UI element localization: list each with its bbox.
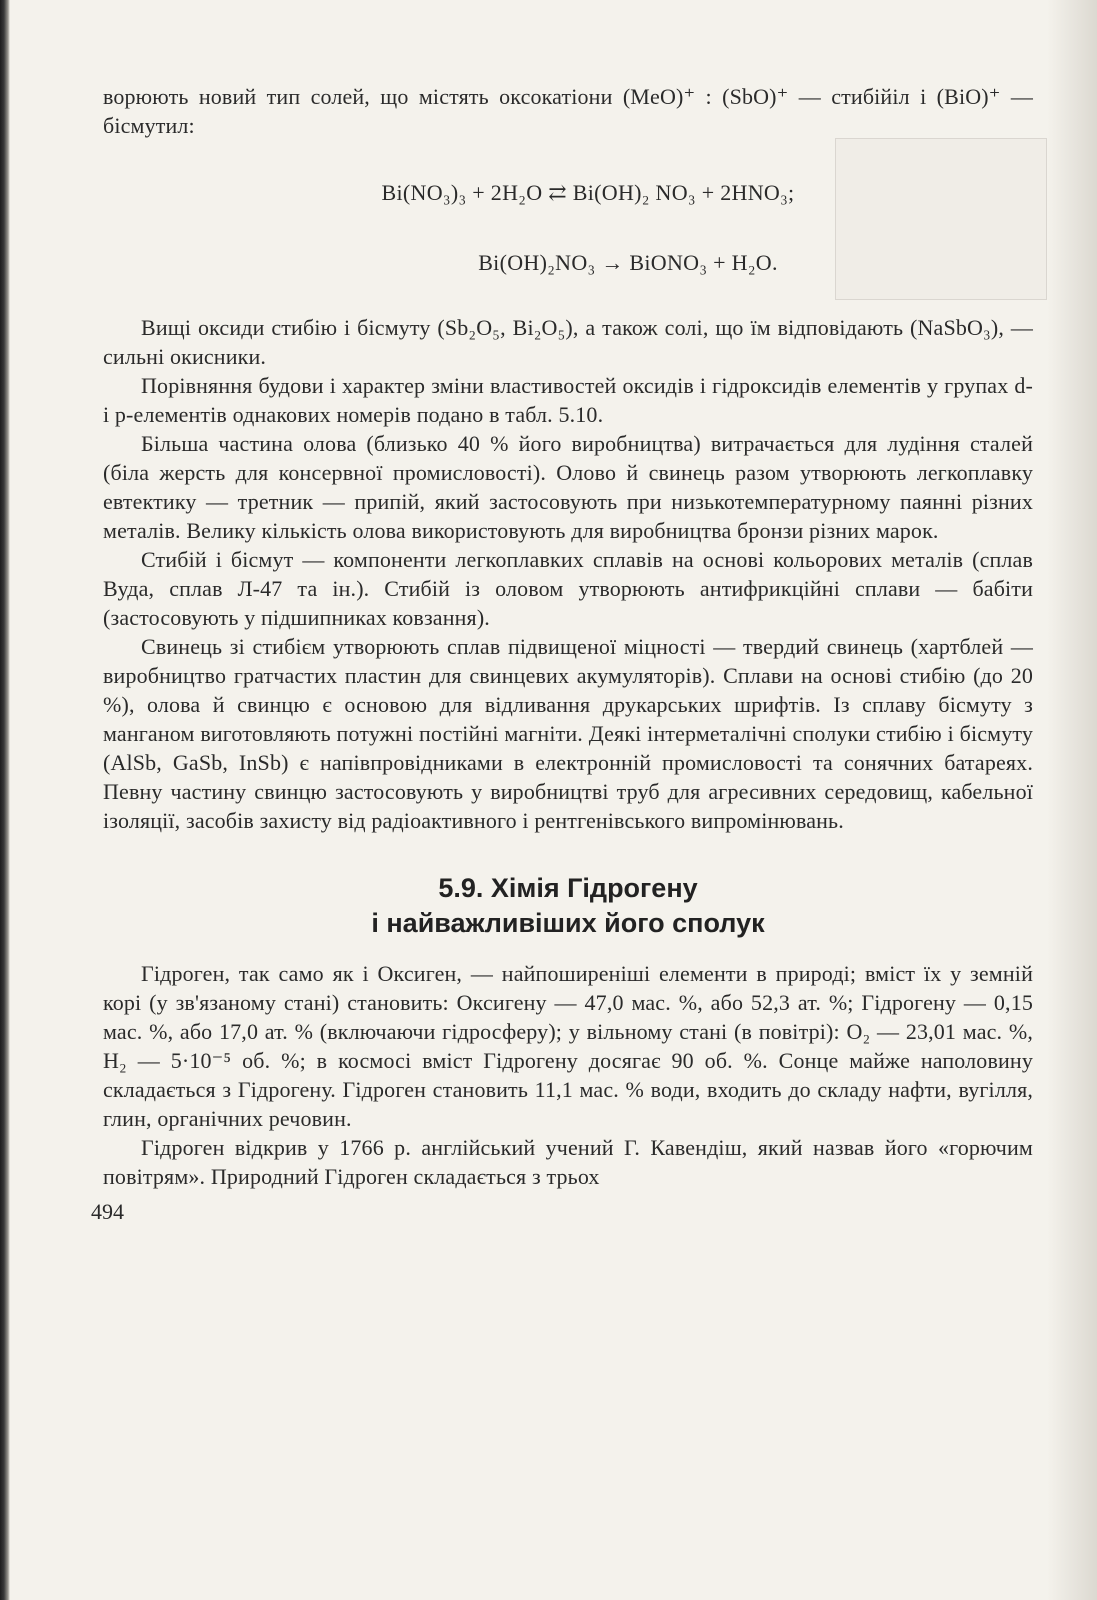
equation-bismuthyl-nitrate: Bi(OH)₂NO₃ → BiONO₃ + H₂O. bbox=[478, 250, 778, 275]
page-number: 494 bbox=[91, 1199, 124, 1224]
section-title-line-2: і найважливіших його сполук bbox=[371, 908, 765, 938]
paragraph-comparison: Порівняння будови і характер зміни властивостей оксидів і гідроксидів елементів у групах d- і p-елементів однакових номерів подано в табл. 5.10. bbox=[103, 373, 1033, 427]
paragraph-lead-antimony: Свинець зі стибієм утворюють сплав підвищеної міцності — твердий свинець (хартблей — виробництво гратчастих пластин для свинцевих акумуляторів). Сплави на основі стибію (до 20 %), олова й свинцю є основою для відливання друкарських шрифтів. Із сплаву бісмуту з манганом виготовляють потужні постійні магніти. Деякі інтерметалічні сполуки стибію і бісмуту (AlSb, GaSb, InSb) є напівпровідниками в електронній промисловості та сонячних батареях. Певну частину свинцю застосовують у виробництві труб для агресивних середовищ, кабельної ізоляції, засобів захисту від радіоактивного і рентгенівського випромінювань. bbox=[103, 634, 1033, 833]
paragraph-higher-oxides: Вищі оксиди стибію і бісмуту (Sb₂O₅, Bi₂O₅), а також солі, що їм відповідають (NaSbO₃), — сильні окисники. bbox=[103, 315, 1033, 369]
equation-bismuth-nitrate-hydrolysis: Bi(NO₃)₃ + 2H₂O ⇄ Bi(OH)₂ NO₃ + 2HNO₃; bbox=[381, 180, 795, 205]
paragraph-hydrogen-abundance: Гідроген, так само як і Оксиген, — найпоширеніші елементи в природі; вміст їх у земній корі (у зв'язаному стані) становить: Оксигену — 47,0 мас. %, або 52,3 ат. %; Гідрогену — 0,15 мас. %, або 17,0 ат. % (включаючи гідросферу); у вільному стані (в повітрі): O₂ — 23,01 мас. %, H₂ — 5·10⁻⁵ об. %; в космосі вміст Гідрогену досягає 90 об. %. Сонце майже наполовину складається з Гідрогену. Гідроген становить 11,1 мас. % води, входить до складу нафти, вугілля, глин, органічних речовин. bbox=[103, 961, 1033, 1131]
paragraph-antimony-bismuth-alloys: Стибій і бісмут — компоненти легкоплавких сплавів на основі кольорових металів (сплав Вуда, сплав Л-47 та ін.). Стибій із оловом утворюють антифрикційні сплави — бабіти (застосовують у підшипниках ковзання). bbox=[103, 547, 1033, 630]
paragraph-continuation: ворюють новий тип солей, що містять оксокатіони (MeO)⁺ : (SbO)⁺ — стибійіл і (BiO)⁺ — бісмутил: bbox=[103, 84, 1033, 138]
paragraph-tin-usage: Більша частина олова (близько 40 % його виробництва) витрачається для лудіння сталей (біла жерсть для консервної промисловості). Олово й свинець разом утворюють легкоплавку евтектику — третник — припій, який застосовують при низькотемпературному паянні різних металів. Велику кількість олова використовують для виробництва бронзи різних марок. bbox=[103, 431, 1033, 543]
page-content bbox=[91, 82, 1033, 1225]
page-binding-edge bbox=[0, 0, 10, 1600]
section-title-line-1: 5.9. Хімія Гідрогену bbox=[438, 873, 698, 903]
page-shadow bbox=[1047, 0, 1097, 1600]
paragraph-hydrogen-discovery: Гідроген відкрив у 1766 р. англійський учений Г. Кавендіш, який назвав його «горючим повітрям». Природний Гідроген складається з трьох bbox=[103, 1135, 1033, 1189]
section-heading bbox=[103, 871, 1033, 941]
